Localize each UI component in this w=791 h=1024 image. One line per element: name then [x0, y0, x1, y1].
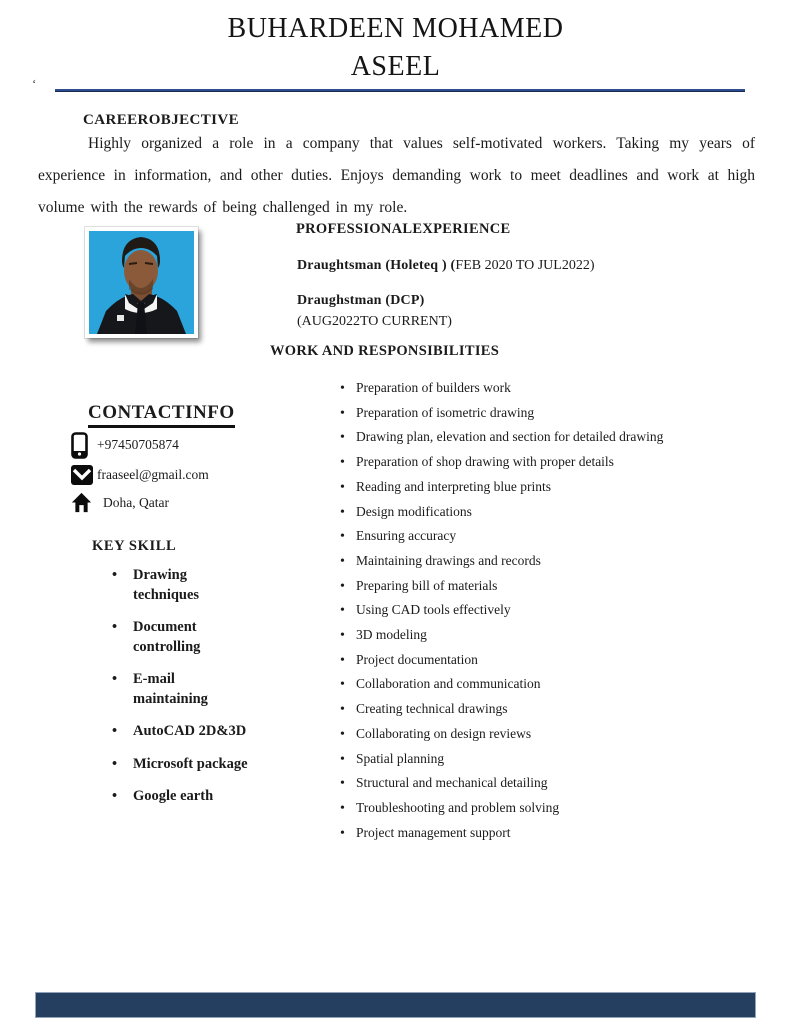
key-skill-item [112, 787, 282, 807]
responsibility-item [340, 771, 775, 796]
career-objective-heading: CAREEROBJECTIVE [83, 112, 240, 128]
key-skill-text: • Drawing techniques [133, 567, 200, 603]
job-title-dcp: Draughstman (DCP) [297, 293, 425, 308]
contact-row-location [71, 490, 209, 515]
responsibility-text: Preparation of isometric drawing [356, 404, 535, 420]
home-icon [71, 492, 97, 513]
job-dates-dcp: (AUG2022TO CURRENT) [297, 314, 452, 329]
responsibility-item [340, 524, 775, 549]
job-entry-holeteq [297, 258, 595, 274]
profile-photo [85, 227, 198, 338]
responsibility-item [340, 747, 775, 772]
email-icon [71, 465, 97, 485]
responsibility-item [340, 401, 775, 426]
responsibility-text: Collaborating on design reviews [356, 725, 532, 741]
responsibility-text: Design modifications [356, 503, 472, 519]
key-skill-list [112, 566, 282, 820]
responsibility-item [340, 549, 775, 574]
key-skill-text: • Document controlling [133, 619, 201, 655]
key-skill-item [112, 755, 282, 775]
key-skill-item [112, 618, 282, 657]
contact-info-heading: CONTACTINFO [88, 402, 235, 428]
responsibility-text: Troubleshooting and problem solving [356, 799, 560, 815]
responsibility-item [340, 425, 775, 450]
responsibility-text: Project management support [356, 824, 511, 840]
contact-row-phone [71, 431, 209, 459]
responsibility-item [340, 648, 775, 673]
page-title [0, 10, 791, 86]
responsibility-item [340, 672, 775, 697]
responsibility-item [340, 821, 775, 846]
responsibility-item [340, 574, 775, 599]
responsibility-item [340, 598, 775, 623]
email-address: fraaseel@gmail.com [97, 466, 209, 482]
key-skill-item [112, 566, 282, 605]
key-skill-text: • Microsoft package [133, 755, 248, 772]
responsibility-item [340, 450, 775, 475]
responsibility-text: 3D modeling [356, 627, 427, 643]
location-text: Doha, Qatar [103, 494, 169, 510]
responsibility-item [340, 500, 775, 525]
responsibility-text: Maintaining drawings and records [356, 552, 541, 568]
responsibility-text: Structural and mechanical detailing [356, 775, 548, 791]
job-title-holeteq: Draughtsman (Holeteq ) ( [297, 258, 456, 273]
responsibility-item [340, 376, 775, 401]
responsibility-text: Preparing bill of materials [356, 577, 498, 593]
title-line-1: BUHARDEEN MOHAMED [227, 13, 564, 44]
responsibility-item [340, 796, 775, 821]
portrait-illustration [89, 231, 194, 334]
key-skill-text: • E-mail maintaining [133, 671, 208, 707]
key-skill-heading: KEY SKILL [92, 538, 177, 554]
responsibility-text: Reading and interpreting blue prints [356, 478, 551, 494]
responsibility-text: Ensuring accuracy [356, 528, 457, 544]
key-skill-text: • AutoCAD 2D&3D [133, 723, 247, 739]
responsibility-text: Creating technical drawings [356, 701, 508, 717]
key-skill-item [112, 722, 282, 742]
responsibility-item [340, 623, 775, 648]
phone-number: +97450705874 [97, 437, 179, 452]
title-line-2: ASEEL [350, 51, 441, 82]
key-skill-text: • Google earth [133, 788, 214, 804]
responsibility-text: Drawing plan, elevation and section for detailed drawing [356, 429, 664, 445]
footer-bar [35, 992, 756, 1018]
responsibility-text: Collaboration and communication [356, 676, 541, 692]
key-skill-item [112, 670, 282, 709]
responsibility-text: Using CAD tools effectively [356, 602, 511, 618]
stray-quote-mark: ‘ [32, 76, 37, 91]
responsibilities-list [340, 376, 775, 845]
phone-icon [71, 432, 97, 459]
responsibility-text: Preparation of shop drawing with proper details [356, 454, 614, 470]
work-responsibilities-heading: WORK AND RESPONSIBILITIES [270, 343, 500, 359]
professional-experience-heading: PROFESSIONALEXPERIENCE [296, 221, 511, 237]
responsibility-item [340, 475, 775, 500]
job-dates-holeteq: FEB 2020 TO JUL2022) [455, 258, 595, 273]
responsibility-item [340, 722, 775, 747]
responsibility-item [340, 697, 775, 722]
career-objective-text: Highly organized a role in a company that values self-motivated workers. Taking my years of experience in information, and other duties. Enjoys demanding work to meet deadlines and work at high volume with the rewards of being challenged in my role. [38, 135, 755, 216]
contact-list [71, 431, 209, 518]
title-divider-rule [55, 89, 745, 92]
responsibility-text: Spatial planning [356, 750, 445, 766]
responsibility-text: Preparation of builders work [356, 380, 511, 395]
responsibility-text: Project documentation [356, 651, 478, 667]
contact-row-email [71, 462, 209, 487]
